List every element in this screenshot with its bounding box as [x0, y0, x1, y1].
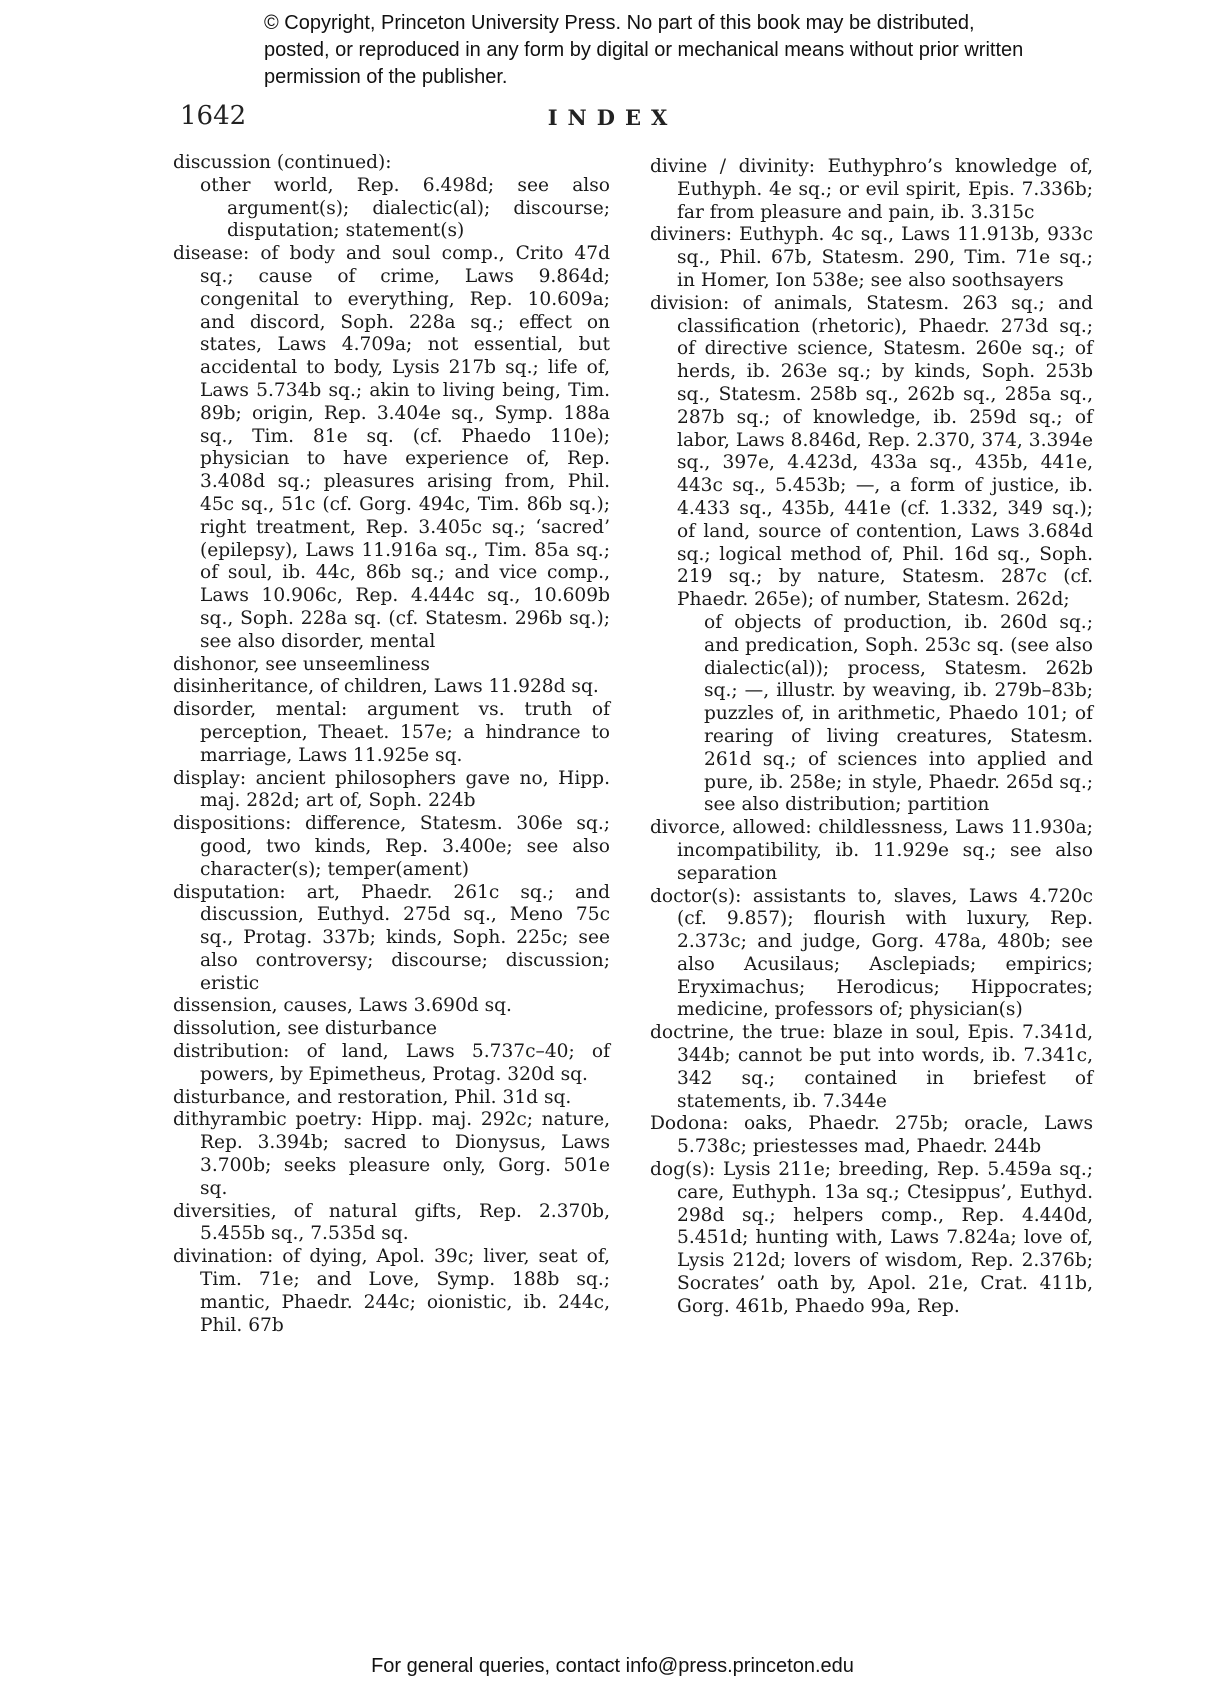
index-entry: disturbance, and restoration, Phil. 31d sq.	[173, 1086, 572, 1108]
index-column-left	[173, 152, 610, 1337]
index-entry: dispositions: difference, Statesm. 306e sq.; good, two kinds, Rep. 3.400e; see also character(s); temper(ament)	[173, 813, 610, 880]
index-entry: diviners: Euthyph. 4c sq., Laws 11.913b, 933c sq., Phil. 67b, Statesm. 290, Tim. 71e sq.; in Homer, Ion 538e; see also soothsayers	[650, 224, 1093, 291]
index-entry: disease: of body and soul comp., Crito 47d sq.; cause of crime, Laws 9.864d; congenital to everything, Rep. 10.609a; and discord, Soph. 228a sq.; effect on states, Laws 4.709a; not essential, but accidental to body, Lysis 217b sq.; life of, Laws 5.734b sq.; akin to living being, Tim. 89b; origin, Rep. 3.404e sq., Symp. 188a sq., Tim. 81e sq. (cf. Phaedo 110e); physician to have experience of, Rep. 3.408d sq.; pleasures arising from, Phil. 45c sq., 51c (cf. Gorg. 494c, Tim. 86b sq.); right treatment, Rep. 3.405c sq.; ‘sacred’ (epilepsy), Laws 11.916a sq., Tim. 85a sq.; of soul, ib. 44c, 86b sq.; and vice comp., Laws 10.906c, Rep. 4.444c sq., 10.609b sq., Soph. 228a sq. (cf. Statesm. 296b sq.); see also disorder, mental	[173, 243, 610, 652]
index-entry: distribution: of land, Laws 5.737c–40; of powers, by Epimetheus, Protag. 320d sq.	[173, 1041, 610, 1085]
index-entry: disorder, mental: argument vs. truth of perception, Theaet. 157e; a hindrance to marriage, Laws 11.925e sq.	[173, 699, 610, 766]
index-entry: disputation: art, Phaedr. 261c sq.; and discussion, Euthyd. 275d sq., Meno 75c sq., Protag. 337b; kinds, Soph. 225c; see also controversy; discourse; discussion; eristic	[173, 881, 610, 994]
index-entry: divination: of dying, Apol. 39c; liver, seat of, Tim. 71e; and Love, Symp. 188b sq.; mantic, Phaedr. 244c; oionistic, ib. 244c, Phil. 67b	[173, 1246, 610, 1336]
index-entry: dithyrambic poetry: Hipp. maj. 292c; nature, Rep. 3.394b; sacred to Dionysus, Laws 3.700b; seeks pleasure only, Gorg. 501e sq.	[173, 1109, 610, 1199]
index-entry: dissension, causes, Laws 3.690d sq.	[173, 995, 512, 1017]
index-subentry: other world, Rep. 6.498d; see also argument(s); dialectic(al); discourse; disputation; statement(s)	[200, 174, 610, 242]
index-entry: diversities, of natural gifts, Rep. 2.370b, 5.455b sq., 7.535d sq.	[173, 1200, 610, 1245]
index-entry: dog(s): Lysis 211e; breeding, Rep. 5.459a sq.; care, Euthyph. 13a sq.; Ctesippus’, Euthyd. 298d sq.; helpers comp., Rep. 4.440d, 5.451d; hunting with, Laws 7.824a; love of, Lysis 212d; lovers of wisdom, Rep. 2.376b; Socrates’ oath by, Apol. 21e, Crat. 411b, Gorg. 461b, Phaedo 99a, Rep.	[650, 1159, 1093, 1317]
index-entry: display: ancient philosophers gave no, Hipp. maj. 282d; art of, Soph. 224b	[173, 767, 610, 812]
index-entry: divorce, allowed: childlessness, Laws 11.930a; incompatibility, ib. 11.929e sq.; see also separation	[650, 817, 1093, 884]
footer-contact: For general queries, contact info@press.princeton.edu	[371, 1655, 854, 1677]
index-entry: dishonor, see unseemliness	[173, 653, 430, 675]
index-entry-continuation: of objects of production, ib. 260d sq.; and predication, Soph. 253c sq. (see also dialectic(al)); process, Statesm. 262b sq.; —, illustr. by weaving, ib. 279b–83b; puzzles of, in arithmetic, Phaedo 101; of rearing of living creatures, Statesm. 261d sq.; of sciences into applied and pure, ib. 258e; in style, Phaedr. 265d sq.; see also distribution; partition	[704, 611, 1093, 816]
index-entry: disinheritance, of children, Laws 11.928d sq.	[173, 676, 599, 698]
index-entry: Dodona: oaks, Phaedr. 275b; oracle, Laws 5.738c; priestesses mad, Phaedr. 244b	[650, 1113, 1093, 1158]
index-column-right	[650, 156, 1093, 1319]
index-entry: doctrine, the true: blaze in soul, Epis. 7.341d, 344b; cannot be put into words, ib. 7.341c, 342 sq.; contained in briefest of statements, ib. 7.344e	[650, 1022, 1093, 1112]
index-entry: doctor(s): assistants to, slaves, Laws 4.720c (cf. 9.857); flourish with luxury, Rep. 2.373c; and judge, Gorg. 478a, 480b; see also Acusilaus; Asclepiads; empirics; Eryximachus; Herodicus; Hippocrates; medicine, professors of; physician(s)	[650, 885, 1093, 1021]
page-number: 1642	[180, 101, 247, 131]
index-entry: divine / divinity: Euthyphro’s knowledge of, Euthyph. 4e sq.; or evil spirit, Epis. 7.336b; far from pleasure and pain, ib. 3.315c	[650, 156, 1093, 223]
index-entry: dissolution, see disturbance	[173, 1018, 438, 1040]
running-head: INDEX	[547, 105, 678, 130]
index-entry: discussion (continued):	[173, 152, 392, 173]
copyright-notice: © Copyright, Princeton University Press. No part of this book may be distributed, posted, or reproduced in any form by digital or mechanical means without prior written permission of the publisher.	[264, 12, 1024, 88]
index-entry: division: of animals, Statesm. 263 sq.; and classification (rhetoric), Phaedr. 273d sq.; of directive science, Statesm. 260e sq.; of herds, ib. 263e sq.; by kinds, Soph. 253b sq., Statesm. 258b sq., 262b sq., 285a sq., 287b sq.; of knowledge, ib. 259d sq.; of labor, Laws 8.846d, Rep. 2.370, 374, 3.394e sq., 397e, 4.423d, 433a sq., 435b, 441e, 443c sq., 5.453b; —, a form of justice, ib. 4.433 sq., 435b, 441e (cf. 1.332, 349 sq.); of land, source of contention, Laws 3.684d sq.; logical method of, Phil. 16d sq., Soph. 219 sq.; by nature, Statesm. 287c (cf. Phaedr. 265e); of number, Statesm. 262d;	[650, 292, 1093, 611]
